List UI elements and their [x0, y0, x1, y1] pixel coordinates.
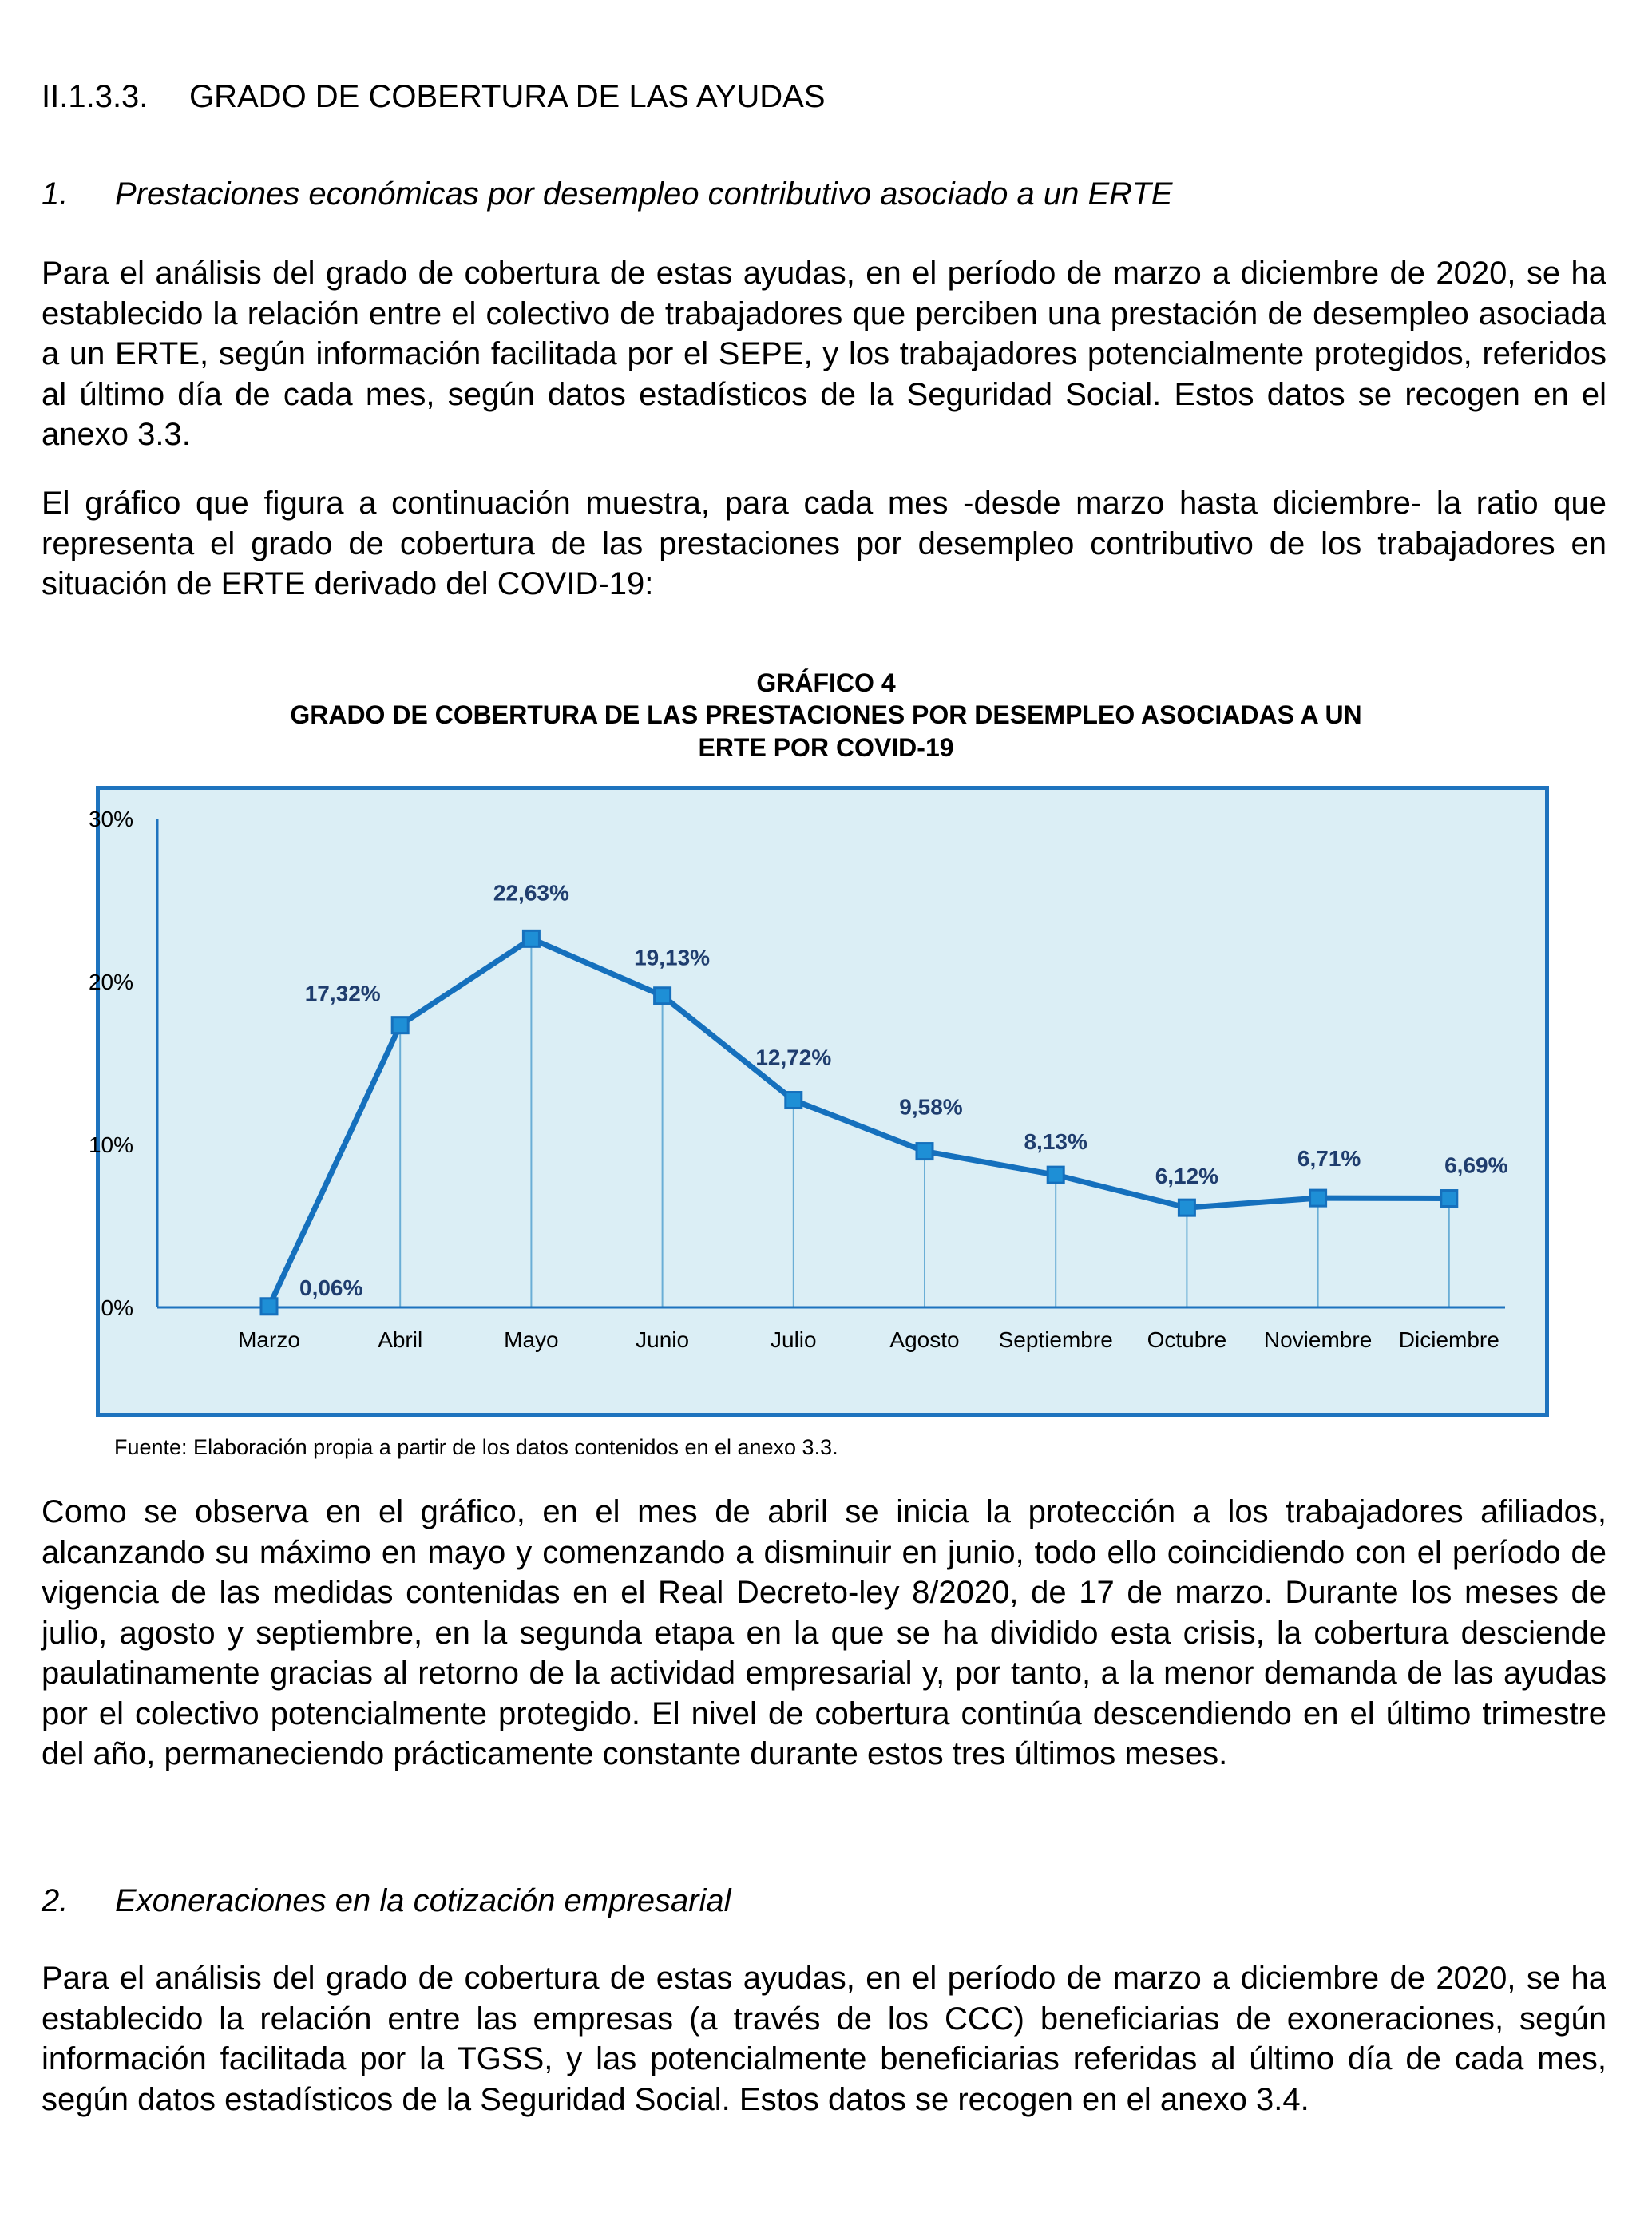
data-point-marker [917, 1144, 933, 1160]
data-point-marker [786, 1093, 802, 1108]
x-category-label: Noviembre [1263, 1327, 1373, 1352]
data-point-marker [1179, 1200, 1194, 1216]
subsection-1-title: Prestaciones económicas por desempleo contributivo asociado a un ERTE [115, 176, 1173, 212]
data-point-marker [1441, 1191, 1457, 1207]
data-label: 9,58% [899, 1094, 963, 1120]
x-category-label: Agosto [889, 1327, 960, 1352]
subsection-2-heading [42, 1881, 731, 1921]
data-point-marker [261, 1299, 277, 1315]
figure-label: GRÁFICO 4 [756, 668, 896, 697]
paragraph-4: Para el análisis del grado de cobertura de estas ayudas, en el período de marzo a diciembre de 2020, se ha establecido la relación entre las empresas (a través de los CCC) beneficiarias de exoneraciones, según información facilitada por la TGSS, y las potencialmente beneficiarias referidas al último día de cada mes, según datos estadísticos de la Seguridad Social. Estos datos se recogen en el anexo 3.4. [42, 1961, 1606, 2117]
x-category-label: Julio [771, 1327, 817, 1352]
data-point-marker [1048, 1167, 1064, 1183]
figure-source: Fuente: Elaboración propia a partir de los datos contenidos en el anexo 3.3. [114, 1435, 838, 1459]
x-category-label: Junio [636, 1327, 690, 1352]
x-category-label: Octubre [1147, 1327, 1227, 1352]
data-label: 12,72% [755, 1045, 832, 1070]
y-tick-label: 10% [88, 1132, 133, 1157]
x-category-label: Diciembre [1398, 1327, 1499, 1352]
section-title: GRADO DE COBERTURA DE LAS AYUDAS [189, 79, 826, 114]
series-line [269, 938, 1449, 1306]
x-category-label: Mayo [504, 1327, 559, 1352]
data-label: 6,12% [1155, 1164, 1219, 1189]
y-tick-label: 30% [88, 807, 133, 831]
paragraph-3: Como se observa en el gráfico, en el mes de abril se inicia la protección a los trabajadores afiliados, alcanzando su máximo en mayo y comenzando a disminuir en junio, todo ello coincidiendo con el período de vigencia de las medidas contenidas en el Real Decreto-ley 8/2020, de 17 de marzo. Durante los meses de julio, agosto y septiembre, en la segunda etapa en la que se ha dividido esta crisis, la cobertura desciende paulatinamente gracias al retorno de la actividad empresarial y, por tanto, a la menor demanda de las ayudas por el colectivo potencialmente protegido. El nivel de cobertura continúa descendiendo en el último trimestre del año, permaneciendo prácticamente constante durante estos tres últimos meses. [42, 1494, 1606, 1771]
data-point-marker [523, 930, 539, 946]
data-label: 6,71% [1297, 1146, 1361, 1172]
subsection-2-number: 2. [42, 1883, 69, 1918]
x-category-label: Septiembre [998, 1327, 1113, 1352]
coverage-line-chart [88, 790, 1545, 1413]
x-category-label: Abril [378, 1327, 423, 1352]
y-tick-label: 0% [101, 1295, 133, 1320]
data-label: 6,69% [1444, 1152, 1508, 1178]
data-point-marker [655, 988, 671, 1004]
data-label: 22,63% [493, 880, 569, 906]
paragraph-2: El gráfico que figura a continuación muestra, para cada mes -desde marzo hasta diciembre- la ratio que representa el grado de cobertura de las prestaciones por desempleo contributivo de los trabajadores en situación de ERTE derivado del COVID-19: [42, 486, 1606, 601]
y-tick-label: 20% [88, 970, 133, 994]
data-label: 17,32% [304, 981, 381, 1006]
section-heading [42, 77, 826, 117]
paragraph-1: Para el análisis del grado de cobertura de estas ayudas, en el período de marzo a diciembre de 2020, se ha establecido la relación entre el colectivo de trabajadores que perciben una prestación de desempleo asociada a un ERTE, según información facilitada por el SEPE, y los trabajadores potencialmente protegidos, referidos al último día de cada mes, según datos estadísticos de la Seguridad Social. Estos datos se recogen en el anexo 3.3. [42, 256, 1606, 452]
x-category-label: Marzo [238, 1327, 300, 1352]
data-label: 8,13% [1024, 1129, 1087, 1155]
data-label: 0,06% [299, 1275, 363, 1300]
figure-title-line-1: GRADO DE COBERTURA DE LAS PRESTACIONES POR DESEMPLEO ASOCIADAS A UN [290, 700, 1362, 729]
figure-title-line-2: ERTE POR COVID-19 [698, 733, 954, 762]
section-number: II.1.3.3. [42, 79, 149, 114]
subsection-2-title: Exoneraciones en la cotización empresarial [115, 1883, 731, 1918]
subsection-1-heading [42, 174, 1172, 214]
data-label: 19,13% [634, 945, 711, 970]
data-point-marker [1310, 1190, 1326, 1206]
chart-frame [88, 786, 1549, 1417]
data-point-marker [392, 1017, 408, 1033]
subsection-1-number: 1. [42, 176, 69, 212]
